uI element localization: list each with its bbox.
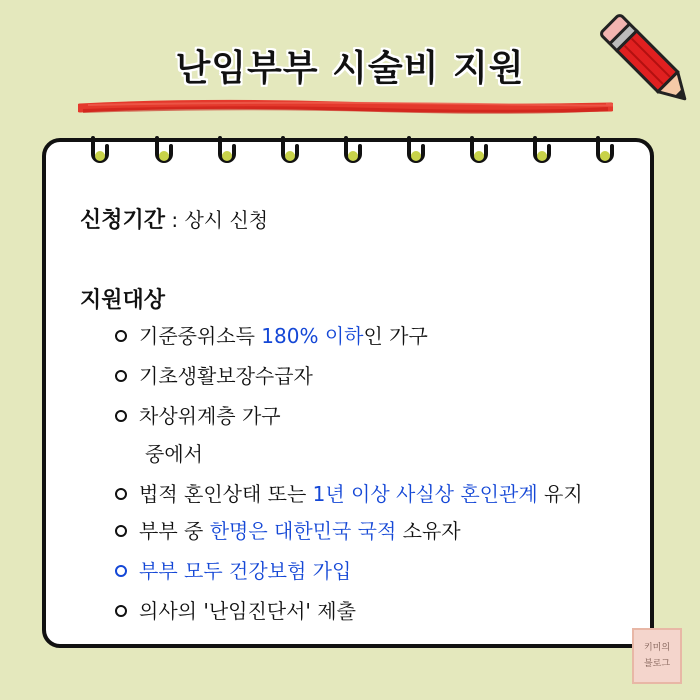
eligibility-item-4	[115, 478, 583, 507]
eligibility-item-6	[115, 555, 351, 584]
page-title: 난임부부 시술비 지원	[175, 48, 525, 89]
eligibility-item-3-continued: 중에서	[145, 442, 203, 466]
stamp-line-2: 블로그	[643, 659, 671, 669]
eligibility-heading: 지원대상	[80, 288, 166, 313]
red-brush-underline	[78, 98, 613, 118]
eligibility-item-2	[115, 360, 313, 389]
stamp-line-1: 키미의	[643, 643, 671, 653]
item-text: 의사의 '난임진단서' 제출	[139, 599, 356, 623]
period-row	[80, 203, 268, 234]
item-highlight: 한명은 대한민국 국적	[209, 519, 397, 543]
item-highlight: 1년 이상 사실상 혼인관계	[312, 482, 538, 506]
item-text: 기초생활보장수급자	[139, 364, 313, 388]
pencil-icon	[598, 10, 698, 115]
period-sep: :	[171, 208, 179, 232]
period-label: 신청기간	[80, 208, 166, 233]
item-text: 부부 중	[139, 519, 210, 543]
bullet-icon	[115, 525, 127, 537]
bullet-icon	[115, 330, 127, 342]
bullet-icon	[115, 565, 127, 577]
bullet-icon	[115, 605, 127, 617]
notebook-rings	[0, 128, 700, 178]
eligibility-item-7	[115, 595, 356, 624]
blog-stamp	[632, 628, 682, 684]
item-text: 소유자	[396, 519, 461, 543]
bullet-icon	[115, 488, 127, 500]
item-text: 법적 혼인상태 또는	[139, 482, 313, 506]
item-text: 인 가구	[363, 324, 428, 348]
item-text: 유지	[537, 482, 583, 506]
item-text: 차상위계층 가구	[139, 404, 281, 428]
item-text: 부부 모두 건강보험 가입	[139, 559, 352, 583]
eligibility-item-3	[115, 400, 281, 429]
item-highlight: 180% 이하	[261, 324, 364, 348]
eligibility-item-1	[115, 320, 428, 349]
period-value: 상시 신청	[184, 208, 269, 232]
bullet-icon	[115, 370, 127, 382]
eligibility-item-5	[115, 515, 461, 544]
bullet-icon	[115, 410, 127, 422]
item-text: 기준중위소득	[139, 324, 262, 348]
